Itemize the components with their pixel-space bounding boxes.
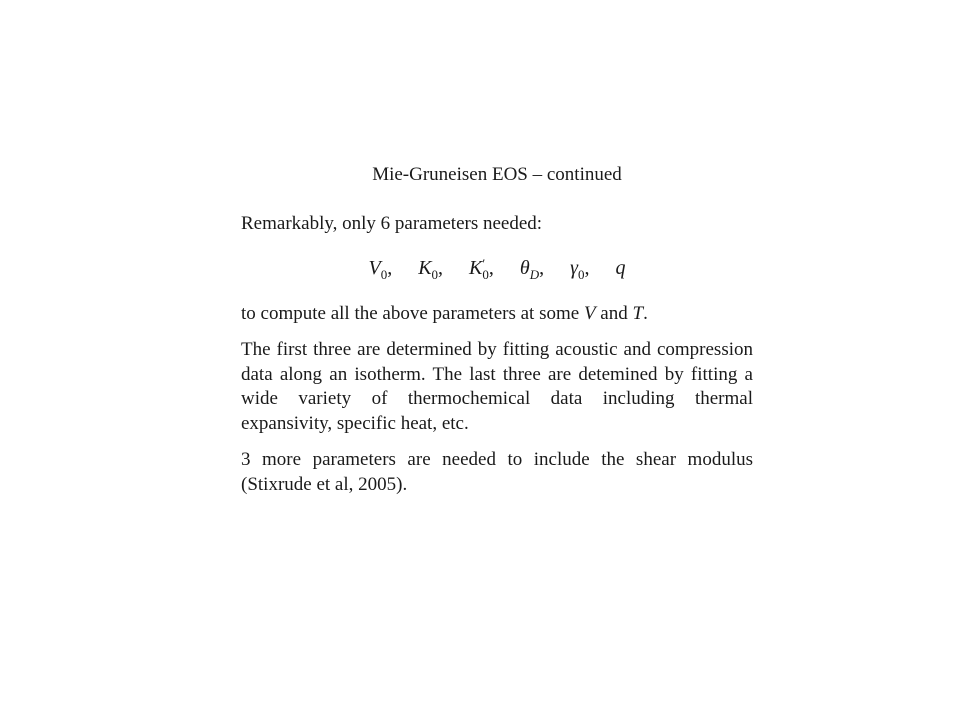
slide-content [241, 162, 753, 509]
shear-modulus-paragraph: 3 more parameters are needed to include the shear modulus (Stixrude et al, 2005). [241, 449, 753, 495]
parameter-q: q [615, 256, 626, 279]
parameter-v0: $V_0$, [368, 256, 393, 282]
parameter-theta-d: $\theta_D$, [519, 256, 545, 282]
fitting-paragraph: The first three are determined by fitting acoustic and compression data along an isotherm. The last three are detemined by fitting a wide variety of thermochemical data including thermal expansivity, specific heat, etc. [241, 339, 753, 434]
intro-text: Remarkably, only 6 parameters needed: [241, 213, 543, 234]
parameter-gamma0: $\gamma_0$, [570, 256, 590, 282]
compute-text: to compute all the above parameters at some V and T. [241, 302, 648, 324]
slide-title: Mie-Gruneisen EOS – continued [372, 164, 622, 185]
parameter-k0-prime: K ′ 0 , [469, 255, 494, 282]
parameter-list [241, 253, 753, 290]
parameter-k0: $K_0$, [418, 256, 444, 282]
